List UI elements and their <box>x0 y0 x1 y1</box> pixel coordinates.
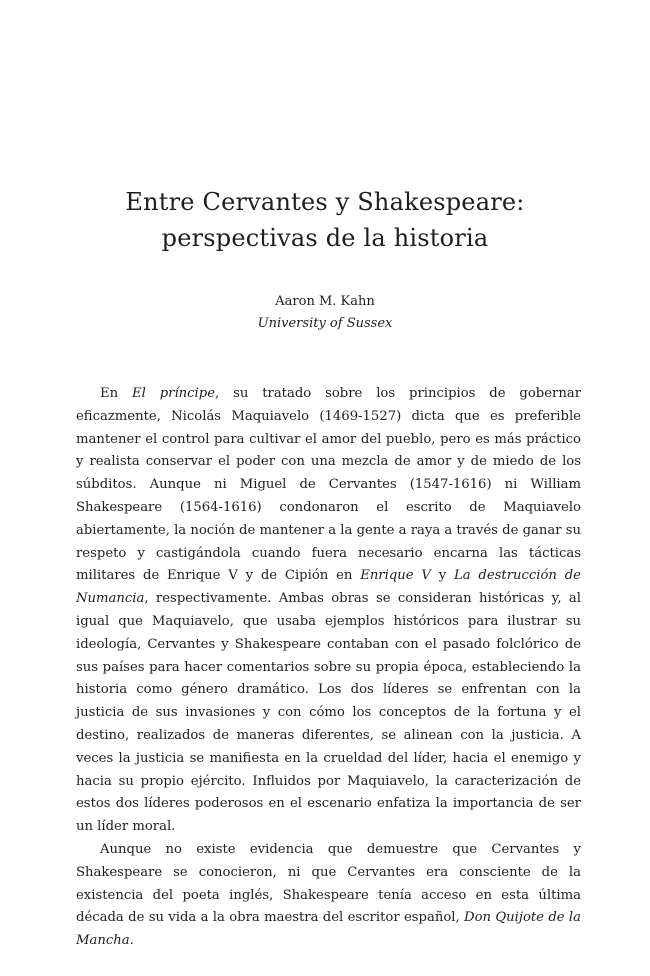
text-segment: En <box>100 386 132 401</box>
text-segment: . <box>129 933 134 949</box>
italic-title-numancia: La destrucción de Numancia <box>76 568 581 607</box>
article-title-line-1: Entre Cervantes y Shakespeare: <box>125 188 525 216</box>
author-name: Aaron M. Kahn <box>275 294 375 309</box>
text-segment: , su tratado sobre los principios de gobernar eficazmente, Nicolás Maquiavelo (1469-1527) dicta que es preferible mantener el control para cultivar el amor del pueblo, pero es más práctico y realista conservar el poder con una mezcla de amor y de miedo de los súbditos. Aunque ni Miguel de Cervantes (1547-1616) ni William Shakespeare (1564-1616) condonaron el escrito de Maquiavelo abiertamente, la noción de mantener a la gente a raya a través de ganar su respeto y castigándola cuando fuera necesario encarna las tácticas militares de Enrique V y de Cipión en <box>76 386 582 584</box>
paragraph-2 <box>76 839 581 953</box>
author-affiliation: University of Sussex <box>257 316 393 331</box>
italic-title-el-principe: El príncipe <box>132 386 216 401</box>
italic-title-don-quijote: Don Quijote de la Mancha <box>76 910 581 949</box>
author-block <box>0 291 650 335</box>
text-segment: Aunque no existe evidencia que demuestre que Cervantes y Shakespeare se conocieron, ni que Cervantes era consciente de la existencia del poeta inglés, Shakespeare tenía acceso en esta última década de su vida a la obra maestra del escritor español, <box>76 841 581 926</box>
article-body <box>76 383 581 953</box>
italic-title-enrique-v: Enrique V <box>360 568 431 584</box>
text-segment: y <box>430 568 454 584</box>
paragraph-1 <box>76 383 581 839</box>
text-segment: , respectivamente. Ambas obras se consideran históricas y, al igual que Maquiavelo, que usaba ejemplos históricos para ilustrar su ideología, Cervantes y Shakespeare contaban con el pasado folclórico de sus países para hacer comentarios sobre su propia época, estableciendo la historia como género dramático. Los dos líderes se enfrentan con la justicia de sus invasiones y con cómo los conceptos de la fortuna y el destino, realizados de maneras diferentes, se alinean con la justicia. A veces la justicia se manifiesta en la crueldad del líder, hacia el enemigo y hacia su propio ejército. Influidos por Maquiavelo, la caracterización de estos dos líderes poderosos en el escenario enfatiza la importancia de ser un líder moral. <box>76 591 581 835</box>
article-title <box>0 184 650 256</box>
article-title-line-2: perspectivas de la historia <box>161 224 489 252</box>
